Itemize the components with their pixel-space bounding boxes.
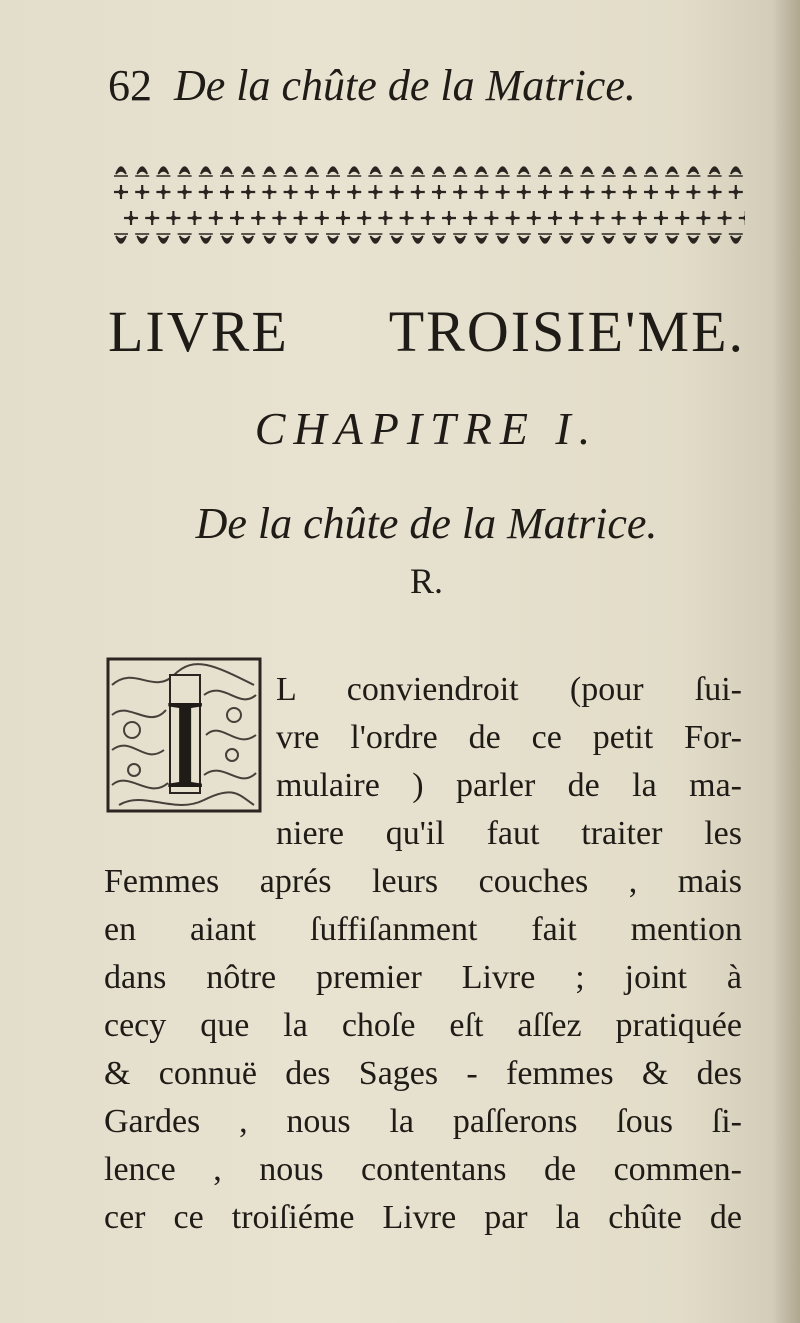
paragraph-line: & connuë des Sages - femmes & des xyxy=(104,1055,742,1092)
paragraph-line: Gardes , nous la paſſerons ſous ſi- xyxy=(104,1103,742,1140)
paragraph-line: dans nôtre premier Livre ; joint à xyxy=(104,959,742,996)
paragraph-line: en aiant ſuffiſanment fait mention xyxy=(104,911,742,948)
page-gutter-shadow xyxy=(772,0,800,1323)
decorated-initial-icon xyxy=(104,655,264,815)
chapter-title: CHAPITRE I. xyxy=(254,403,599,454)
running-head xyxy=(108,60,708,120)
paragraph-line: L conviendroit (pour ſui- xyxy=(276,671,742,708)
paragraph-line: cecy que la choſe eſt aſſez pratiquée xyxy=(104,1007,742,1044)
section-mark: R. xyxy=(409,561,443,601)
paragraph-line: vre l'ordre de ce petit For- xyxy=(276,719,742,756)
paragraph-line: cer ce troiſiéme Livre par la chûte de xyxy=(104,1199,742,1236)
running-head-title: De la chûte de la Matrice. xyxy=(174,61,636,110)
paragraph-line: lence , nous contentans de commen- xyxy=(104,1151,742,1188)
drop-cap-letter: I xyxy=(163,673,207,815)
page-number: 62 xyxy=(108,61,152,110)
fleuron-band-icon xyxy=(108,152,745,264)
paragraph-line: Femmes aprés leurs couches , mais xyxy=(104,863,742,900)
paragraph-line: niere qu'il faut traiter les xyxy=(276,815,742,852)
section-title: De la chûte de la Matrice. xyxy=(195,499,658,548)
book-title: LIVRE TROISIE'ME. xyxy=(108,299,745,364)
paragraph-line: mulaire ) parler de la ma- xyxy=(276,767,742,804)
